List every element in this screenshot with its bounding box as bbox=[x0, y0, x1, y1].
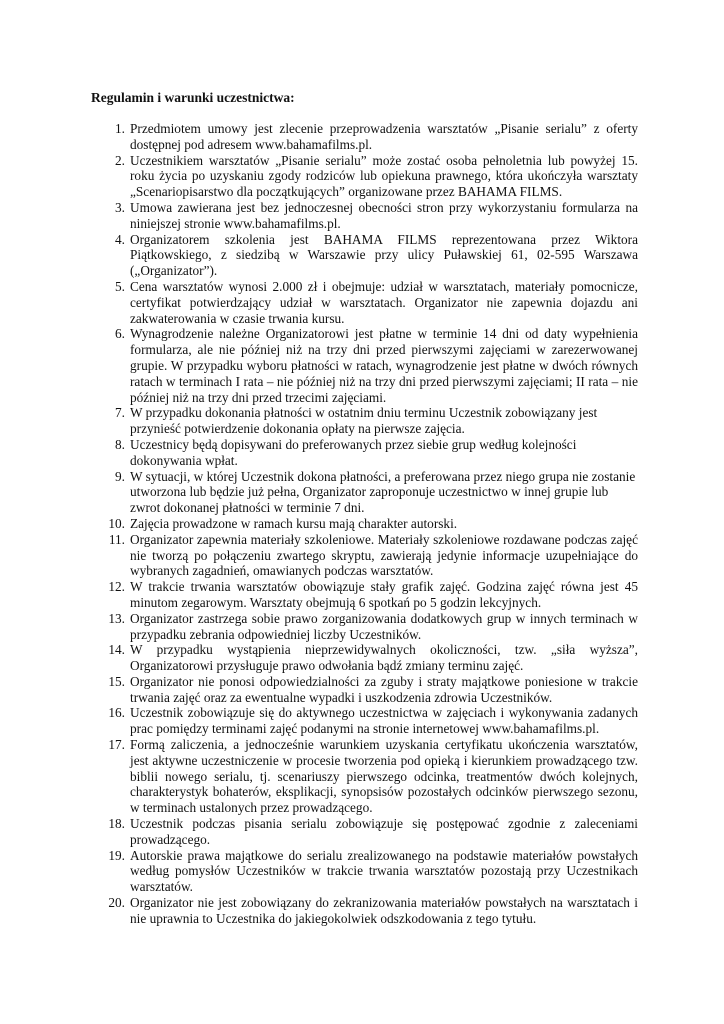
item-text: Przedmiotem umowy jest zlecenie przeprowadzenia warsztatów „Pisanie serialu” z oferty dostępnej pod adresem www.bahamafilms.pl. bbox=[130, 121, 638, 152]
list-item bbox=[91, 121, 638, 153]
item-text: W sytuacji, w której Uczestnik dokona płatności, a preferowana przez niego grupa nie zostanie utworzona lub będzie już pełna, Organizator zaproponuje uczestnictwo w innej grupie lub zwrot dokonanej płatności w terminie 7 dni. bbox=[130, 468, 636, 516]
item-number: 5. bbox=[115, 278, 125, 294]
item-number: 16. bbox=[108, 705, 125, 721]
list-item bbox=[91, 232, 638, 279]
item-text: Umowa zawierana jest bez jednoczesnej obecności stron przy wykorzystaniu formularza na niniejszej stronie www.bahamafilms.pl. bbox=[130, 199, 638, 231]
item-text: W przypadku dokonania płatności w ostatnim dniu terminu Uczestnik zobowiązany jest przynieść potwierdzenie dokonania opłaty na pierwsze zajęcia. bbox=[130, 405, 598, 437]
item-number: 11. bbox=[108, 531, 125, 547]
list-item bbox=[91, 279, 638, 326]
item-text: Wynagrodzenie należne Organizatorowi jest płatne w terminie 14 dni od daty wypełnienia formularza, ale nie później niż na trzy dni przed pierwszymi zajęciami w zarezerwowanej grupie. W przypadku wyboru płatności w ratach, wynagrodzenie jest płatne w dwóch równych ratach w terminach I rata – nie później niż na trzy dni przed pierwszymi zajęciami; II rata – nie później niż na trzy dni przed trzecimi zajęciami. bbox=[130, 326, 638, 405]
document-title: Regulamin i warunki uczestnictwa: bbox=[91, 90, 295, 105]
item-number: 13. bbox=[108, 610, 125, 626]
list-item bbox=[91, 200, 638, 232]
item-number: 14. bbox=[108, 642, 125, 658]
item-number: 20. bbox=[108, 895, 125, 911]
item-text: Uczestnicy będą dopisywani do preferowanych przez siebie grup według kolejności dokonywania wpłat. bbox=[130, 436, 577, 468]
item-text: Organizatorem szkolenia jest BAHAMA FILMS reprezentowana przez Wiktora Piątkowskiego, z siedzibą w Warszawie przy ulicy Puławskiej 61, 02-595 Warszawa („Organizator”). bbox=[130, 231, 638, 279]
item-text: Uczestnik zobowiązuje się do aktywnego uczestnictwa w zajęciach i wykonywania zadanych prac pomiędzy terminami zajęć podanymi na stronie internetowej www.bahamafilms.pl. bbox=[130, 705, 638, 737]
item-text: Organizator nie ponosi odpowiedzialności za zguby i straty majątkowe poniesione w trakcie trwania zajęć oraz za ewentualne wypadki i uszkodzenia zdrowia Uczestników. bbox=[130, 673, 638, 705]
item-number: 19. bbox=[108, 847, 125, 863]
list-item bbox=[91, 532, 638, 579]
item-number: 15. bbox=[108, 673, 125, 689]
list-item bbox=[91, 642, 638, 674]
list-item bbox=[91, 516, 638, 532]
item-number: 12. bbox=[108, 579, 125, 595]
item-text: Uczestnikiem warsztatów „Pisanie serialu” może zostać osoba pełnoletnia lub powyżej 15. roku życia po uzyskaniu zgody rodziców lub opiekuna prawnego, która ukończyła warsztaty „Scenariopisarstwo dla początkujących” organizowane przez BAHAMA FILMS. bbox=[130, 152, 638, 200]
list-item bbox=[91, 611, 638, 643]
item-number: 2. bbox=[115, 152, 125, 168]
item-text: Cena warsztatów wynosi 2.000 zł i obejmuje: udział w warsztatach, materiały pomocnicze, certyfikat potwierdzający udział w warsztatach. Organizator nie zapewnia dojazdu ani zakwaterowania w czasie trwania kursu. bbox=[130, 278, 638, 326]
item-number: 17. bbox=[108, 737, 125, 753]
list-item bbox=[91, 674, 638, 706]
list-item bbox=[91, 153, 638, 200]
list-item bbox=[91, 848, 638, 895]
list-item bbox=[91, 816, 638, 848]
item-text: Formą zaliczenia, a jednocześnie warunkiem uzyskania certyfikatu ukończenia warsztatów, jest aktywne uczestniczenie w procesie tworzenia pod opieką i kierunkiem prowadzącego tzw. biblii nowego serialu, tj. scenariuszy pierwszego odcinka, treatmentów dwóch kolejnych, charakterystyk bohaterów, eksplikacji, synopsisów pozostałych odcinków pierwszego sezonu, w terminach ustalonych przez prowadzącego. bbox=[130, 737, 638, 816]
item-number: 9. bbox=[115, 468, 125, 484]
item-number: 4. bbox=[115, 231, 125, 247]
list-item bbox=[91, 705, 638, 737]
item-number: 10. bbox=[108, 515, 125, 531]
item-text: Zajęcia prowadzone w ramach kursu mają charakter autorski. bbox=[130, 515, 458, 531]
item-number: 6. bbox=[115, 326, 125, 342]
item-number: 1. bbox=[115, 121, 125, 136]
list-item bbox=[91, 469, 638, 516]
item-number: 8. bbox=[115, 436, 125, 452]
list-item bbox=[91, 437, 638, 469]
item-text: Organizator zapewnia materiały szkoleniowe. Materiały szkoleniowe rozdawane podczas zajęć nie tworzą po połączeniu zwartego skryptu, zawierają jedynie informacje uzupełniające do wybranych zagadnień, omawianych podczas warsztatów. bbox=[130, 531, 638, 579]
rules-list bbox=[91, 121, 638, 927]
list-item bbox=[91, 405, 638, 437]
list-item bbox=[91, 895, 638, 927]
item-text: W przypadku wystąpienia nieprzewidywalnych okoliczności, tzw. „siła wyższa”, Organizatorowi przysługuje prawo odwołania bądź zmiany terminu zajęć. bbox=[130, 642, 638, 674]
list-item bbox=[91, 737, 638, 816]
item-text: Autorskie prawa majątkowe do serialu zrealizowanego na podstawie materiałów powstałych według pomysłów Uczestników w trakcie trwania warsztatów pozostają przy Uczestnikach warsztatów. bbox=[130, 847, 638, 895]
list-item bbox=[91, 579, 638, 611]
item-text: W trakcie trwania warsztatów obowiązuje stały grafik zajęć. Godzina zajęć równa jest 45 minutom zegarowym. Warsztaty obejmują 6 spotkań po 5 godzin lekcyjnych. bbox=[130, 579, 638, 610]
item-number: 18. bbox=[108, 816, 125, 832]
item-text: Organizator nie jest zobowiązany do zekranizowania materiałów powstałych na warsztatach i nie uprawnia to Uczestnika do jakiegokolwiek odszkodowania z tego tytułu. bbox=[130, 895, 638, 926]
item-number: 3. bbox=[115, 199, 125, 215]
item-number: 7. bbox=[115, 405, 125, 421]
list-item bbox=[91, 326, 638, 405]
item-text: Uczestnik podczas pisania serialu zobowiązuje się postępować zgodnie z zaleceniami prowadzącego. bbox=[130, 816, 638, 847]
item-text: Organizator zastrzega sobie prawo zorganizowania dodatkowych grup w innych terminach w przypadku zebrania odpowiedniej liczby Uczestników. bbox=[130, 610, 638, 642]
